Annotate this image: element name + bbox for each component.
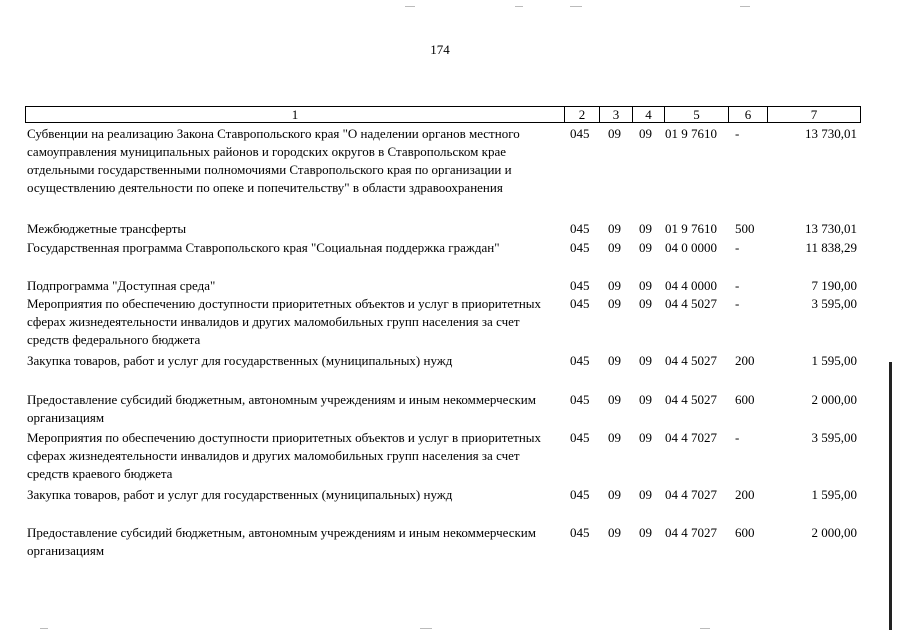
row-code-expense-type: 200 — [735, 353, 755, 368]
row-amount: 7 190,00 — [811, 278, 857, 293]
row-code-subsection: 09 — [639, 430, 652, 445]
row-code-target: 04 0 0000 — [665, 240, 717, 255]
header-col-1: 1 — [291, 107, 299, 122]
row-code-subsection: 09 — [639, 353, 652, 368]
row-code-subsection: 09 — [639, 278, 652, 293]
scan-edge-mark — [889, 362, 892, 630]
row-code-target: 01 9 7610 — [665, 221, 717, 236]
row-code-target: 04 4 5027 — [665, 296, 717, 311]
header-col-2: 2 — [564, 107, 599, 122]
row-code-expense-type: 600 — [735, 392, 755, 407]
scan-speck — [405, 6, 415, 7]
row-code-ministry: 045 — [570, 392, 590, 407]
row-code-subsection: 09 — [639, 296, 652, 311]
scan-speck — [515, 6, 523, 7]
row-amount: 13 730,01 — [805, 221, 857, 236]
row-code-section: 09 — [608, 487, 621, 502]
row-code-target: 04 4 5027 — [665, 353, 717, 368]
scan-speck — [420, 628, 432, 629]
row-name: Закупка товаров, работ и услуг для государственных (муниципальных) нужд — [27, 487, 453, 502]
row-name: Мероприятия по обеспечению доступности приоритетных объектов и услуг в приоритетных сферах жизнедеятельности инвалидов и других маломобильных групп населения за счет средств федерального бюджета — [27, 296, 542, 347]
row-code-expense-type: - — [735, 278, 740, 293]
row-code-target: 04 4 5027 — [665, 392, 717, 407]
row-code-target: 01 9 7610 — [665, 126, 717, 141]
row-name: Субвенции на реализацию Закона Ставропольского края "О наделении органов местного самоуправления муниципальных районов и городских округов в Ставропольском крае отдельными государственными полномочиями Ставропольского края по организации и осуществлению деятельности по опеке и попечительству" в области здравоохранения — [27, 126, 520, 195]
row-code-ministry: 045 — [570, 126, 590, 141]
row-amount: 1 595,00 — [811, 487, 857, 502]
row-code-subsection: 09 — [639, 240, 652, 255]
scan-speck — [40, 628, 48, 629]
row-amount: 3 595,00 — [811, 430, 857, 445]
row-name: Предоставление субсидий бюджетным, автономным учреждениям и иным некоммерческим организациям — [27, 392, 536, 425]
row-code-section: 09 — [608, 525, 621, 540]
scan-speck — [570, 6, 582, 7]
row-code-ministry: 045 — [570, 487, 590, 502]
row-name: Подпрограмма "Доступная среда" — [27, 278, 216, 293]
scan-speck — [700, 628, 710, 629]
row-code-section: 09 — [608, 221, 621, 236]
row-name: Межбюджетные трансферты — [27, 221, 187, 236]
row-code-section: 09 — [608, 240, 621, 255]
row-name: Закупка товаров, работ и услуг для государственных (муниципальных) нужд — [27, 353, 453, 368]
row-code-section: 09 — [608, 126, 621, 141]
row-code-ministry: 045 — [570, 278, 590, 293]
row-code-target: 04 4 7027 — [665, 430, 717, 445]
row-amount: 2 000,00 — [811, 525, 857, 540]
row-code-subsection: 09 — [639, 525, 652, 540]
row-name: Государственная программа Ставропольского края "Социальная поддержка граждан" — [27, 240, 500, 255]
row-code-subsection: 09 — [639, 126, 652, 141]
header-col-4: 4 — [632, 107, 664, 122]
page-number: 174 — [430, 42, 450, 57]
row-code-expense-type: - — [735, 126, 740, 141]
row-code-subsection: 09 — [639, 221, 652, 236]
row-code-section: 09 — [608, 430, 621, 445]
row-code-target: 04 4 7027 — [665, 525, 717, 540]
scan-speck — [740, 6, 750, 7]
row-code-ministry: 045 — [570, 221, 590, 236]
row-code-expense-type: 600 — [735, 525, 755, 540]
row-code-target: 04 4 0000 — [665, 278, 717, 293]
row-amount: 11 838,29 — [805, 240, 857, 255]
header-col-7: 7 — [767, 107, 860, 122]
row-code-expense-type: 500 — [735, 221, 755, 236]
row-name: Мероприятия по обеспечению доступности приоритетных объектов и услуг в приоритетных сферах жизнедеятельности инвалидов и других маломобильных групп населения за счет средств краевого бюджета — [27, 430, 542, 481]
row-code-subsection: 09 — [639, 487, 652, 502]
header-col-3: 3 — [599, 107, 632, 122]
row-code-ministry: 045 — [570, 353, 590, 368]
row-code-subsection: 09 — [639, 392, 652, 407]
row-code-expense-type: 200 — [735, 487, 755, 502]
row-amount: 1 595,00 — [811, 353, 857, 368]
header-col-6: 6 — [728, 107, 767, 122]
row-code-ministry: 045 — [570, 296, 590, 311]
row-code-section: 09 — [608, 296, 621, 311]
row-amount: 2 000,00 — [811, 392, 857, 407]
row-code-section: 09 — [608, 353, 621, 368]
row-code-section: 09 — [608, 392, 621, 407]
row-amount: 3 595,00 — [811, 296, 857, 311]
row-code-expense-type: - — [735, 430, 740, 445]
row-code-expense-type: - — [735, 240, 740, 255]
row-code-ministry: 045 — [570, 525, 590, 540]
table-header-row — [25, 106, 861, 123]
row-code-target: 04 4 7027 — [665, 487, 717, 502]
row-code-expense-type: - — [735, 296, 740, 311]
row-name: Предоставление субсидий бюджетным, автономным учреждениям и иным некоммерческим организациям — [27, 525, 536, 558]
row-amount: 13 730,01 — [805, 126, 857, 141]
row-code-ministry: 045 — [570, 240, 590, 255]
header-col-5: 5 — [664, 107, 728, 122]
row-code-ministry: 045 — [570, 430, 590, 445]
row-code-section: 09 — [608, 278, 621, 293]
